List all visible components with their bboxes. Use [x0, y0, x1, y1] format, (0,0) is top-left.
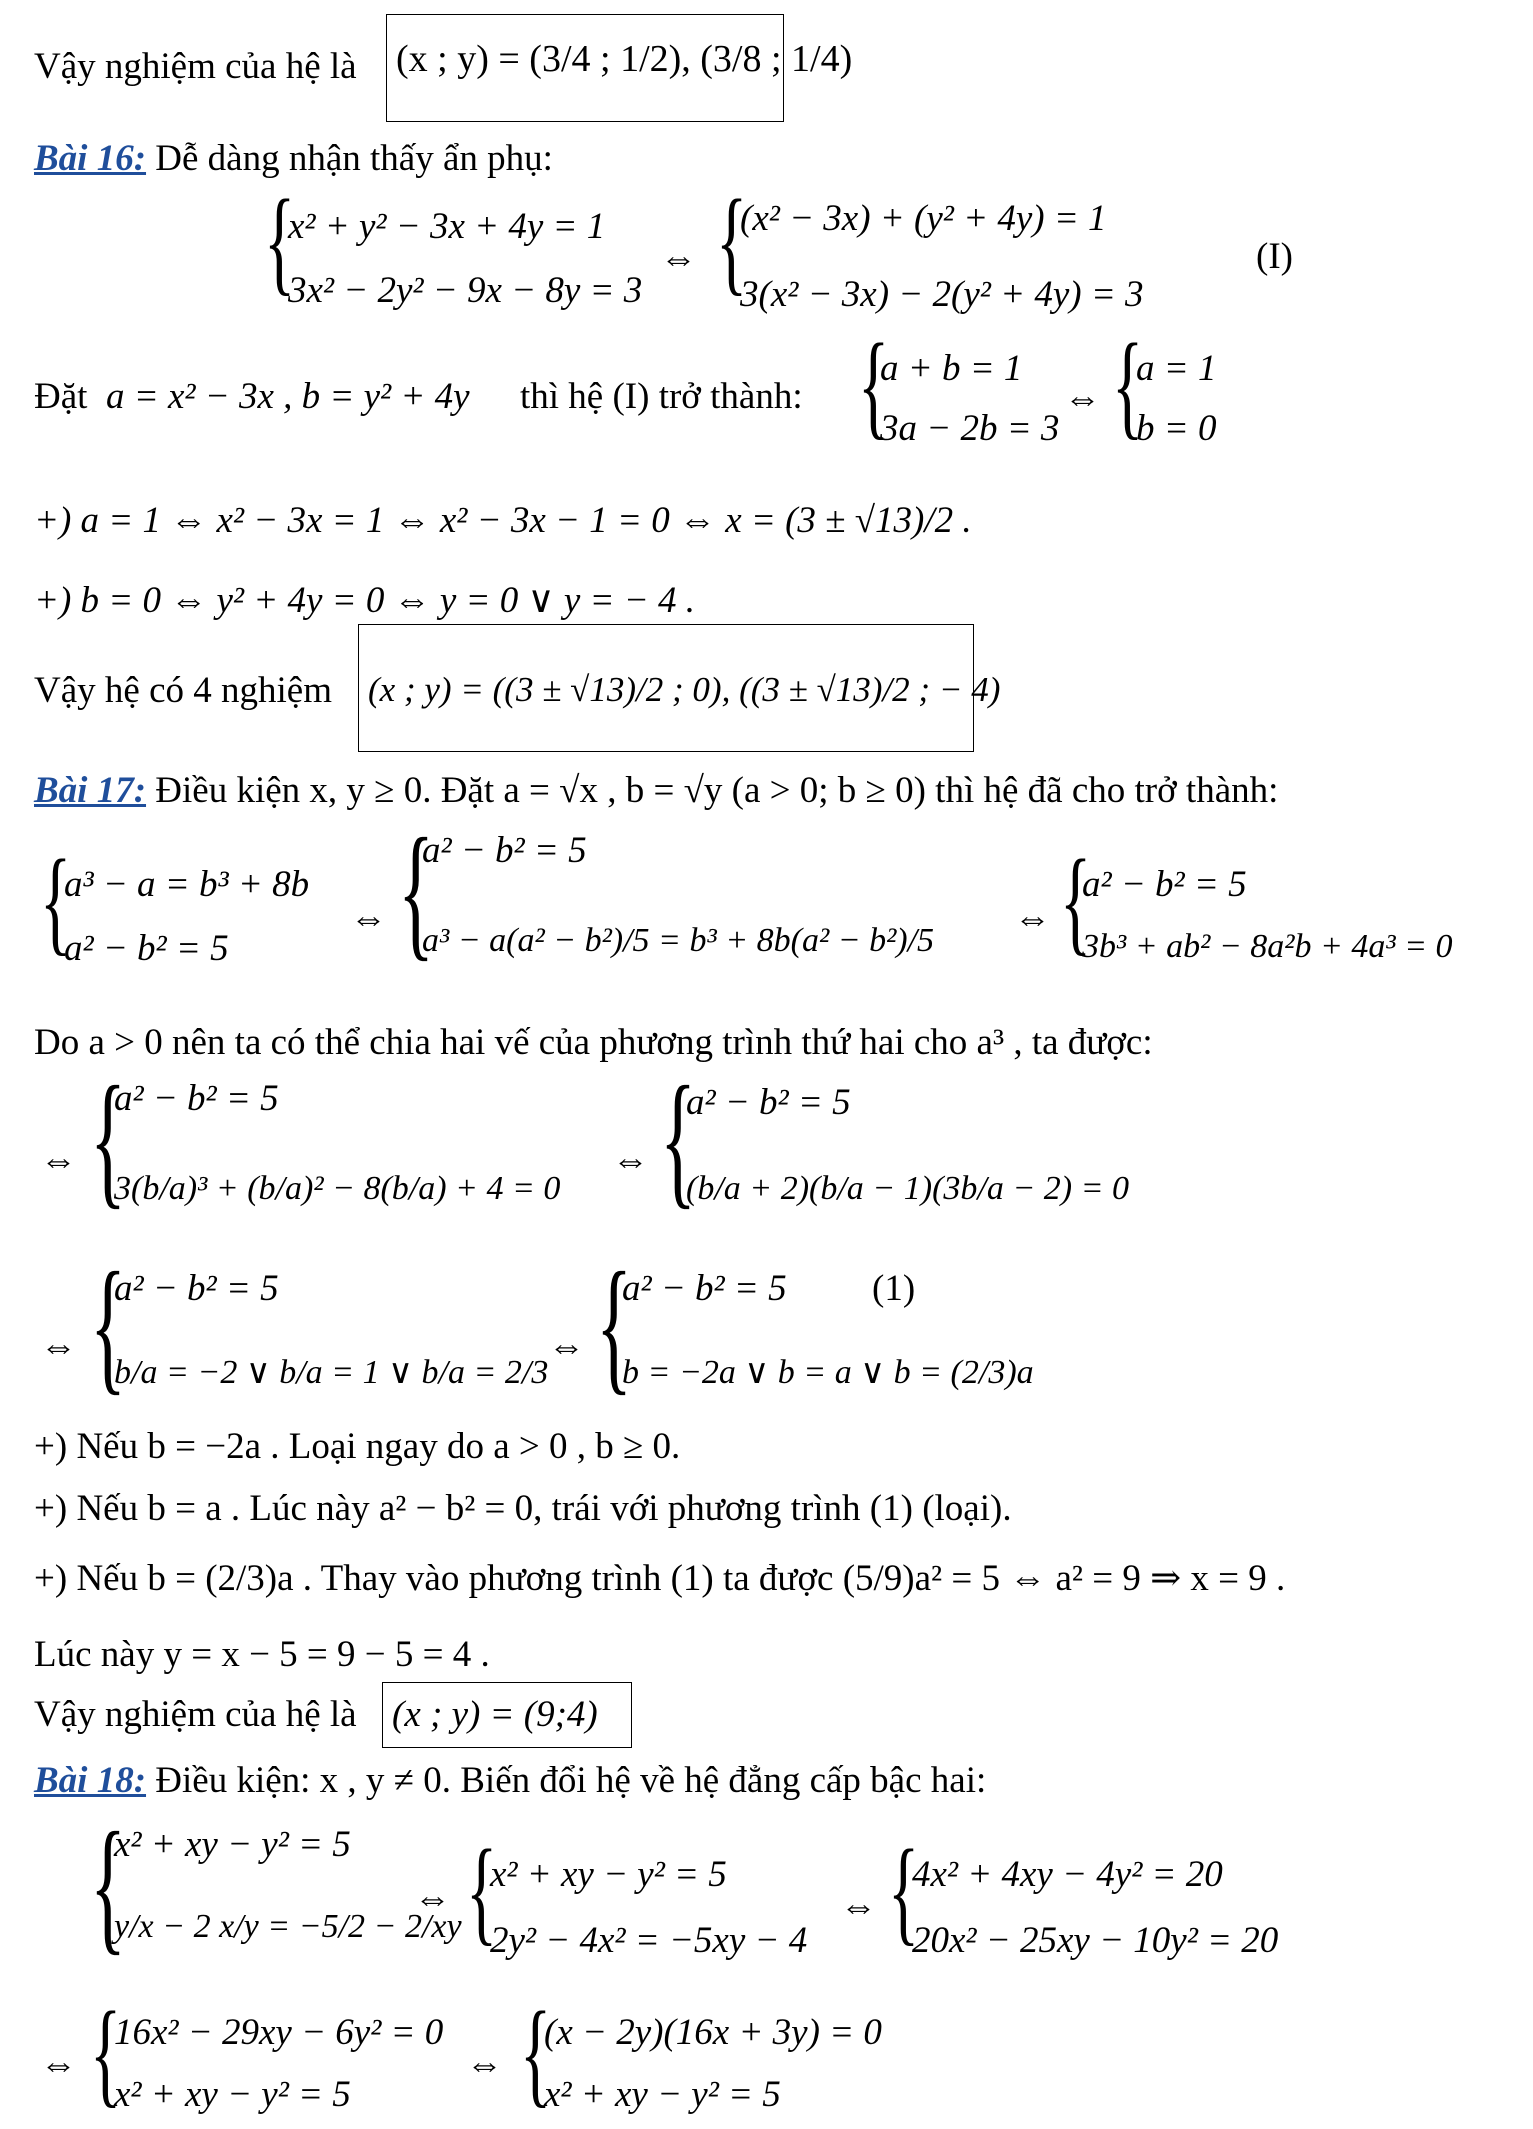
equiv-symbol: ⇔: [466, 2044, 503, 2085]
b17-case-3: +) Nếu b = (2/3)a . Thay vào phương trình (1) ta được (5/9)a² = 5 ⇔ a² = 9 ⇒ x = 9 .: [34, 1558, 1286, 1599]
b17-sys6-eq1: a² − b² = 5: [114, 1268, 279, 1309]
b17-case-1: +) Nếu b = −2a . Loại ngay do a > 0 , b ≥ 0.: [34, 1426, 681, 1467]
brace: {: [660, 1056, 696, 1222]
bai17-heading: [34, 772, 1278, 809]
brace: {: [520, 1987, 552, 2118]
b18-sys5-eq1: (x − 2y)(16x + 3y) = 0: [544, 2012, 882, 2053]
brace: {: [264, 175, 296, 306]
brace: {: [1112, 319, 1144, 450]
b17-sys2-eq2: a³ − a(a² − b²)/5 = b³ + 8b(a² − b²)/5: [422, 922, 935, 959]
b17-sys4-eq1: a² − b² = 5: [114, 1078, 279, 1119]
equiv-symbol: ⇔: [40, 1140, 77, 1181]
b17-sys7-eq2: b = −2a ∨ b = a ∨ b = (2/3)a: [622, 1354, 1034, 1391]
b17-sys7-eq1: a² − b² = 5: [622, 1268, 787, 1309]
b17-sys4-eq2: 3(b/a)³ + (b/a)² − 8(b/a) + 4 = 0: [114, 1170, 561, 1207]
b17-sys5-eq2: (b/a + 2)(b/a − 1)(3b/a − 2) = 0: [686, 1170, 1130, 1207]
b17-sys3-eq2: 3b³ + ab² − 8a²b + 4a³ = 0: [1082, 928, 1453, 965]
bai16-intro: Dễ dàng nhận thấy ẩn phụ:: [155, 138, 553, 179]
b16-sys1-eq1: x² + y² − 3x + 4y = 1: [288, 206, 606, 247]
b16-tag-I: (I): [1256, 236, 1293, 277]
equiv-symbol: ⇔: [1064, 378, 1101, 419]
brace: {: [466, 1825, 498, 1956]
b16-sys1-eq2: 3x² − 2y² − 9x − 8y = 3: [288, 270, 643, 311]
b17-sys3-eq1: a² − b² = 5: [1082, 864, 1247, 905]
bai18-intro: Điều kiện: x , y ≠ 0. Biến đổi hệ về hệ đẳng cấp bậc hai:: [155, 1760, 987, 1801]
equiv-symbol: ⇔: [40, 2044, 77, 2085]
b18-sys4-eq2: x² + xy − y² = 5: [114, 2074, 351, 2115]
b16-case-1: +) a = 1 ⇔ x² − 3x = 1 ⇔ x² − 3x − 1 = 0 ⇔ x = (3 ± √13)/2 .: [34, 500, 972, 541]
b17-sys2-eq1: a² − b² = 5: [422, 830, 587, 871]
brace: {: [40, 835, 72, 966]
b18-sys3-eq2: 20x² − 25xy − 10y² = 20: [912, 1920, 1279, 1961]
answer-math-1: (x ; y) = (3/4 ; 1/2), (3/8 ; 1/4): [396, 38, 853, 80]
b17-do: Do a > 0 nên ta có thể chia hai vế của phương trình thứ hai cho a³ , ta được:: [34, 1022, 1153, 1063]
equiv-symbol: ⇔: [1014, 898, 1051, 939]
b16-dat-mid: thì hệ (I) trở thành:: [520, 376, 803, 417]
bai17-title: Bài 17:: [34, 770, 147, 811]
b16-dat-math: a = x² − 3x , b = y² + 4y: [106, 376, 470, 417]
brace: {: [398, 808, 434, 974]
brace: {: [90, 1802, 126, 1968]
equiv-symbol: ⇔: [548, 1326, 585, 1367]
b17-sys5-eq1: a² − b² = 5: [686, 1082, 851, 1123]
brace: {: [90, 1987, 122, 2118]
b18-sys2-eq1: x² + xy − y² = 5: [490, 1854, 727, 1895]
b17-sys1-eq1: a³ − a = b³ + 8b: [64, 864, 310, 905]
bai16-heading: [34, 140, 553, 177]
b16-ab-eq1: a + b = 1: [880, 348, 1023, 389]
b17-case-4: Lúc này y = x − 5 = 9 − 5 = 4 .: [34, 1634, 490, 1675]
b16-sys2-eq1: (x² − 3x) + (y² + 4y) = 1: [740, 198, 1107, 239]
b16-dat: Đặt: [34, 376, 88, 417]
b18-sys3-eq1: 4x² + 4xy − 4y² = 20: [912, 1854, 1223, 1895]
brace: {: [888, 1825, 920, 1956]
brace: {: [90, 1242, 126, 1408]
equiv-symbol: ⇔: [414, 1878, 451, 1919]
b18-sys2-eq2: 2y² − 4x² = −5xy − 4: [490, 1920, 808, 1961]
brace: {: [1060, 835, 1092, 966]
b17-conclusion: Vậy nghiệm của hệ là: [34, 1694, 357, 1735]
b16-res-2: b = 0: [1136, 408, 1217, 449]
b18-sys5-eq2: x² + xy − y² = 5: [544, 2074, 781, 2115]
b16-sys2-eq2: 3(x² − 3x) − 2(y² + 4y) = 3: [740, 274, 1144, 315]
equiv-symbol: ⇔: [660, 238, 697, 279]
b17-sys6-eq2: b/a = −2 ∨ b/a = 1 ∨ b/a = 2/3: [114, 1354, 549, 1391]
brace: {: [596, 1242, 632, 1408]
answer-math-3: (x ; y) = (9;4): [392, 1694, 598, 1735]
b18-sys1-eq1: x² + xy − y² = 5: [114, 1824, 351, 1865]
equiv-symbol: ⇔: [350, 898, 387, 939]
b16-conclusion: Vậy hệ có 4 nghiệm: [34, 670, 332, 711]
b17-case-2: +) Nếu b = a . Lúc này a² − b² = 0, trái với phương trình (1) (loại).: [34, 1488, 1012, 1529]
line-solution-1-prefix: Vậy nghiệm của hệ là: [34, 46, 357, 87]
b17-sys7-tag: (1): [872, 1268, 916, 1309]
b16-res-1: a = 1: [1136, 348, 1217, 389]
equiv-symbol: ⇔: [840, 1886, 877, 1927]
b18-sys4-eq1: 16x² − 29xy − 6y² = 0: [114, 2012, 444, 2053]
bai16-title: Bài 16:: [34, 138, 147, 179]
bai18-title: Bài 18:: [34, 1760, 147, 1801]
b16-case-2: +) b = 0 ⇔ y² + 4y = 0 ⇔ y = 0 ∨ y = − 4 .: [34, 580, 695, 621]
equiv-symbol: ⇔: [612, 1140, 649, 1181]
b17-sys1-eq2: a² − b² = 5: [64, 928, 229, 969]
b16-ab-eq2: 3a − 2b = 3: [880, 408, 1060, 449]
equiv-symbol: ⇔: [40, 1326, 77, 1367]
brace: {: [90, 1056, 126, 1222]
bai18-heading: [34, 1762, 986, 1799]
brace: {: [858, 319, 890, 450]
answer-math-2: (x ; y) = ((3 ± √13)/2 ; 0), ((3 ± √13)/2 ; − 4): [368, 670, 1001, 709]
bai17-intro: Điều kiện x, y ≥ 0. Đặt a = √x , b = √y (a > 0; b ≥ 0) thì hệ đã cho trở thành:: [155, 770, 1279, 811]
brace: {: [716, 175, 748, 306]
b18-sys1-eq2: y/x − 2 x/y = −5/2 − 2/xy: [114, 1908, 462, 1945]
